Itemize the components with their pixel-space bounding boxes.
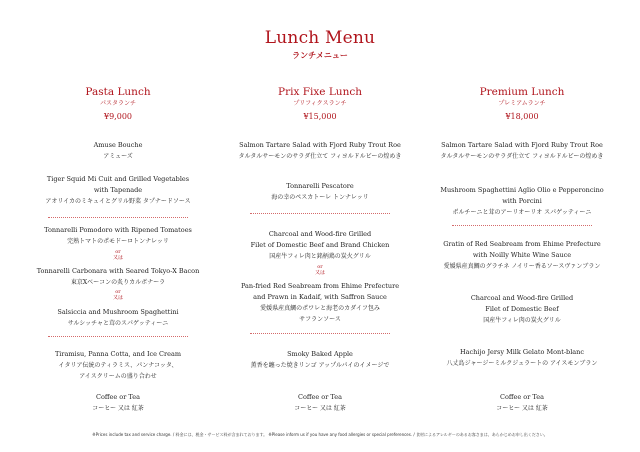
course-price: ¥9,000 — [104, 112, 132, 121]
item-en-2: with Tapenade — [93, 186, 143, 194]
item-en: Salsiccia and Mushroom Spaghettini — [57, 308, 179, 316]
item-en-2: with Porcini — [502, 197, 542, 205]
item-ja: 海の幸のペスカトーレ トンナレッリ — [271, 194, 369, 201]
item-en: Tonnarelli Pescatore — [286, 182, 354, 190]
item-ja: アミューズ — [103, 153, 133, 160]
item-ja-2: サフランソース — [299, 316, 341, 323]
menu-item — [220, 181, 420, 203]
divider — [452, 225, 592, 226]
item-ja: タルタルサーモンのサラダ仕立て フィヨルドルビーの煌めき — [238, 153, 402, 160]
footnote: ※Prices include tax and service charge. / 料金には、税金・サービス料が含まれております。 ※Please inform us if you have any food allergies or special preferences. / 食材によるアレルギーのあるお客さまは、あらかじめお申し出ください。 — [92, 432, 548, 437]
menu-item — [422, 347, 622, 369]
item-ja: 愛媛県産真鯛のポワレと海老のカダイフ包み — [260, 305, 380, 312]
menu-item — [18, 392, 218, 414]
course-price: ¥18,000 — [505, 112, 539, 121]
course-price: ¥15,000 — [303, 112, 337, 121]
or-ja: 又は — [112, 295, 123, 301]
item-en: Mushroom Spaghettini Aglio Olio e Pepperoncino — [440, 186, 604, 194]
menu-item — [18, 225, 218, 247]
item-en: Pan-fried Red Seabream from Ehime Prefecture — [240, 282, 400, 290]
item-en-2: with Noilly White Wine Sauce — [472, 251, 572, 259]
menu-column-prix-fixe — [220, 85, 420, 412]
item-ja: コーヒー 又は 紅茶 — [294, 405, 346, 412]
item-en: Tiger Squid Mi Cuit and Grilled Vegetables — [46, 175, 190, 183]
item-ja: タルタルサーモンのサラダ仕立て フィヨルドルビーの煌めき — [440, 153, 604, 160]
course-name: Premium Lunch — [479, 86, 565, 98]
menu-column-pasta — [18, 85, 218, 412]
item-ja: 八丈島ジャージーミルクジェラートの アイスモンブラン — [446, 360, 598, 367]
item-ja: コーヒー 又は 紅茶 — [496, 405, 548, 412]
course-name-jp: プリフィクスランチ — [293, 100, 347, 107]
or-separator — [18, 289, 218, 301]
or-separator — [220, 264, 420, 276]
menu-item — [422, 185, 622, 218]
item-en: Coffee or Tea — [500, 393, 544, 401]
course-name: Prix Fixe Lunch — [278, 86, 362, 98]
item-en: Charcoal and Wood-fire Grilled — [268, 230, 372, 238]
menu-item — [422, 140, 622, 162]
course-name-jp: プレミアムランチ — [498, 100, 546, 107]
page-subtitle: ランチメニュー — [292, 50, 348, 60]
menu-item — [422, 392, 622, 414]
menu-item — [18, 307, 218, 329]
divider — [48, 336, 188, 337]
menu-item — [422, 239, 622, 272]
item-ja: イタリア伝統のティラミス、パンナコッタ、 — [58, 362, 178, 369]
or-ja: 又は — [314, 270, 325, 276]
menu-column-premium — [422, 85, 622, 412]
item-en-2: and Prawn in Kadaif, with Saffron Sauce — [253, 293, 387, 301]
item-en-2: Filet of Domestic Beef — [485, 305, 559, 313]
divider — [48, 217, 188, 218]
item-ja: 薫香を纏った焼きリンゴ アップルパイのイメージで — [250, 362, 390, 369]
item-ja: 東京Xベーコンの炙りカルボナーラ — [70, 279, 166, 286]
menu-item — [18, 140, 218, 162]
item-en: Hachijo Jersy Milk Gelato Mont-blanc — [460, 348, 584, 356]
item-en: Tonnarelli Carbonara with Seared Tokyo-X Bacon — [36, 267, 200, 275]
item-ja: サルシッチャと茸のスパゲッティーニ — [67, 320, 169, 327]
or-separator — [18, 249, 218, 261]
item-en-2: Filet of Domestic Beef and Brand Chicken — [250, 241, 390, 249]
item-en: Tiramisu, Panna Cotta, and Ice Cream — [54, 350, 182, 358]
item-ja: アオリイカのミキュイとグリル野菜 タプナードソース — [45, 198, 191, 205]
item-en: Amuse Bouche — [93, 141, 143, 149]
item-ja-2: アイスクリームの盛り合わせ — [79, 373, 157, 380]
item-en: Coffee or Tea — [298, 393, 342, 401]
or-en: or — [115, 249, 121, 255]
course-name: Pasta Lunch — [85, 86, 151, 98]
item-en: Charcoal and Wood-fire Grilled — [470, 294, 574, 302]
divider — [250, 213, 390, 214]
item-en: Coffee or Tea — [96, 393, 140, 401]
menu-item — [220, 140, 420, 162]
menu-item — [220, 229, 420, 262]
item-ja: ポルチーニと茸のアーリオーリオ スパゲッティーニ — [452, 209, 592, 216]
item-en: Salmon Tartare Salad with Fjord Ruby Trout Roe — [441, 141, 603, 149]
menu-item — [18, 349, 218, 382]
divider — [250, 333, 390, 334]
item-ja: 国産牛フィレ肉の炭火グリル — [483, 317, 561, 324]
menu-item — [422, 293, 622, 326]
menu-item — [18, 174, 218, 207]
item-ja: コーヒー 又は 紅茶 — [92, 405, 144, 412]
or-ja: 又は — [112, 255, 123, 261]
item-en: Smoky Baked Apple — [287, 350, 353, 358]
page-title: Lunch Menu — [264, 28, 376, 48]
item-ja: 完熟トマトのポモドーロトンナレッリ — [67, 238, 169, 245]
menu-item — [220, 392, 420, 414]
item-en: Gratin of Red Seabream from Ehime Prefecture — [443, 240, 601, 248]
or-en: or — [317, 264, 323, 270]
menu-item — [18, 266, 218, 288]
menu-header — [0, 28, 640, 61]
menu-item — [220, 349, 420, 371]
item-ja: 国産牛フィレ肉と銘柄鶏の炭火グリル — [269, 253, 371, 260]
item-ja: 愛媛県産真鯛のグラチネ ノイリー香るソースヴァンブラン — [443, 263, 601, 270]
menu-item — [220, 281, 420, 325]
or-en: or — [115, 289, 121, 295]
item-en: Salmon Tartare Salad with Fjord Ruby Trout Roe — [239, 141, 401, 149]
item-en: Tonnarelli Pomodoro with Ripened Tomatoes — [44, 226, 192, 234]
course-name-jp: パスタランチ — [99, 100, 136, 107]
